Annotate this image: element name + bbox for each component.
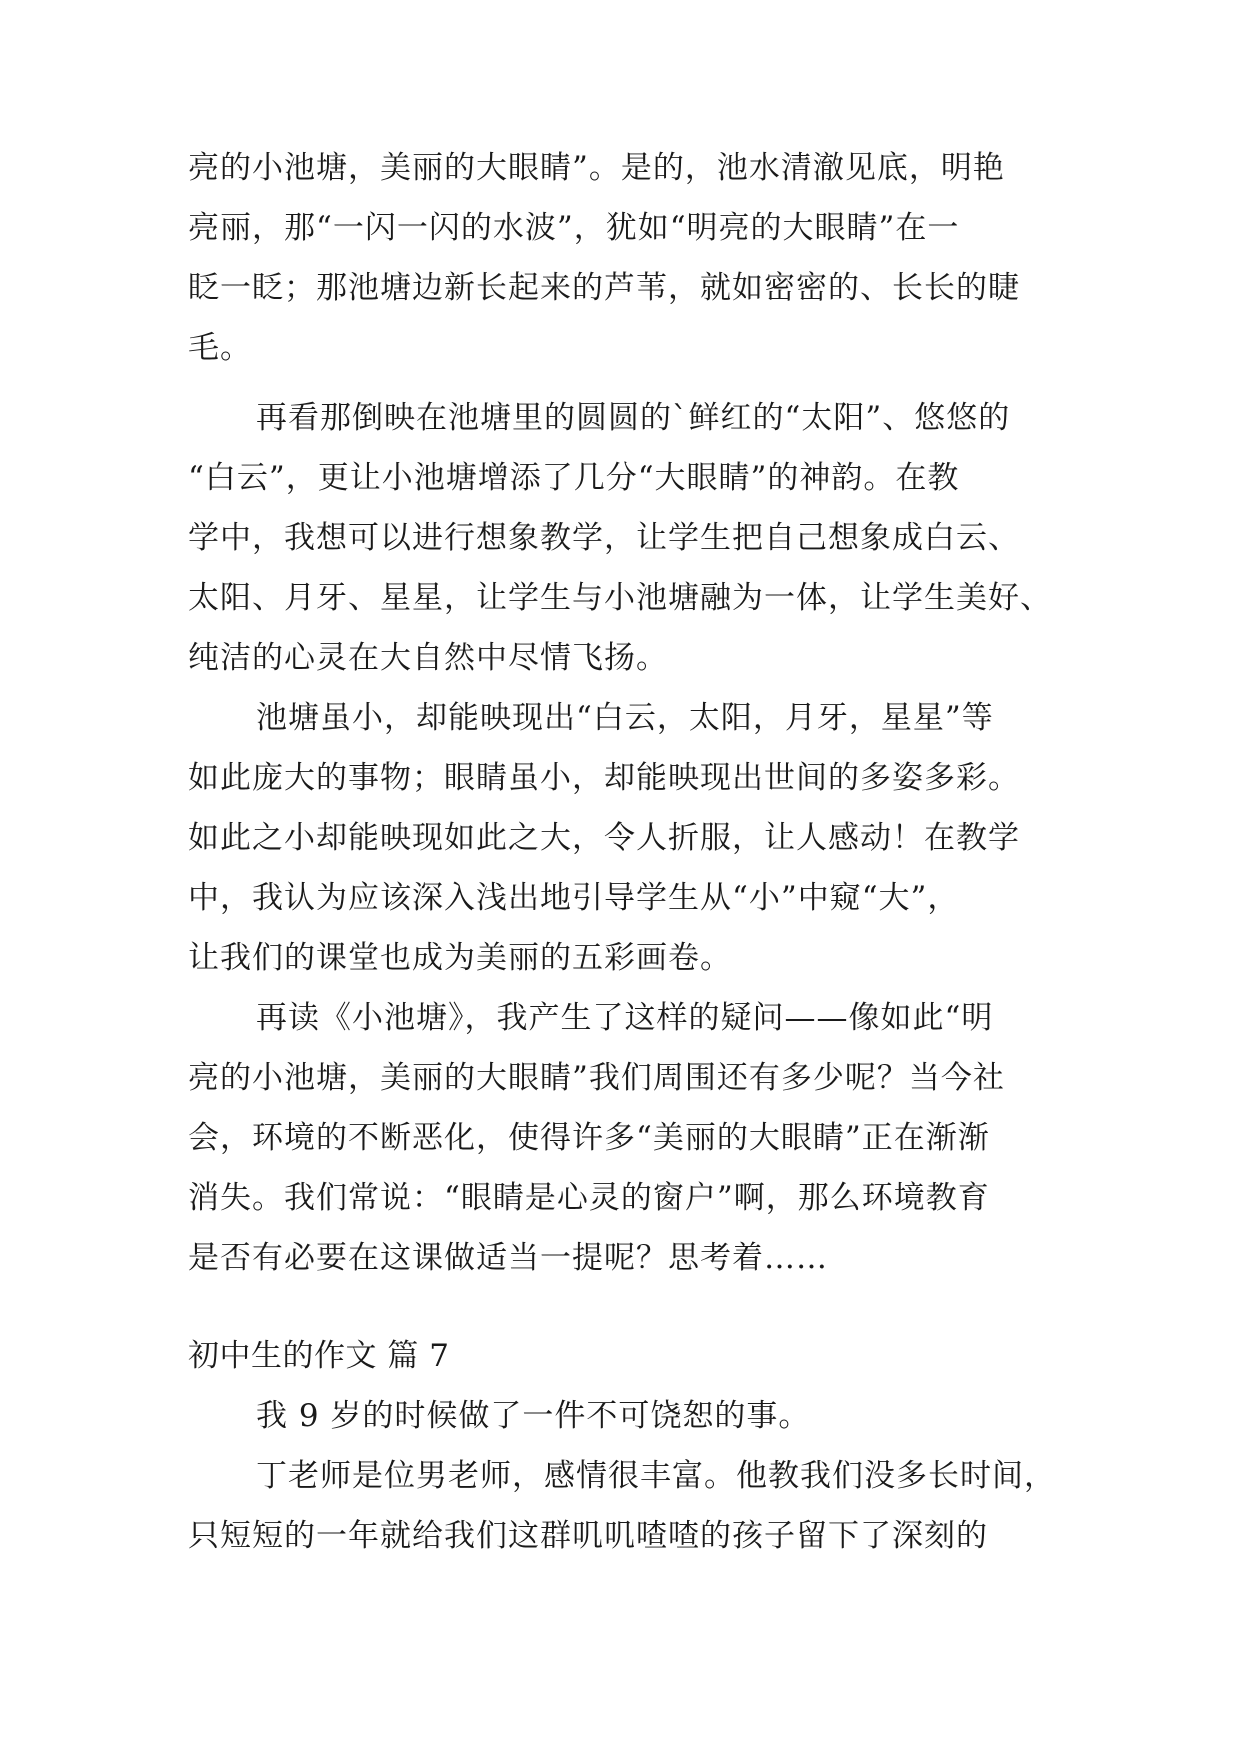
paragraph-line: 学中，我想可以进行想象教学，让学生把自己想象成白云、 bbox=[188, 520, 1020, 556]
paragraph-line: 纯洁的心灵在大自然中尽情飞扬。 bbox=[188, 640, 668, 676]
paragraph-line: 再读《小池塘》，我产生了这样的疑问——像如此“明 bbox=[256, 1000, 994, 1036]
paragraph-line: 如此之小却能映现如此之大，令人折服，让人感动！在教学 bbox=[188, 820, 1020, 856]
paragraph-line: 毛。 bbox=[188, 330, 252, 366]
paragraph-line: 太阳、月牙、星星，让学生与小池塘融为一体，让学生美好、 bbox=[188, 580, 1052, 616]
paragraph-line: 是否有必要在这课做适当一提呢？思考着…… bbox=[188, 1240, 828, 1276]
paragraph-line: 再看那倒映在池塘里的圆圆的`鲜红的“太阳”、悠悠的 bbox=[256, 400, 1011, 436]
paragraph-line: 我 9 岁的时候做了一件不可饶恕的事。 bbox=[256, 1398, 811, 1434]
paragraph-line: “白云”，更让小池塘增添了几分“大眼睛”的神韵。在教 bbox=[188, 460, 960, 496]
paragraph-line: 丁老师是位男老师，感情很丰富。他教我们没多长时间， bbox=[256, 1458, 1056, 1494]
paragraph-line: 亮的小池塘，美丽的大眼睛”我们周围还有多少呢？当今社 bbox=[188, 1060, 1005, 1096]
paragraph-line: 消失。我们常说：“眼睛是心灵的窗户”啊，那么环境教育 bbox=[188, 1180, 990, 1216]
paragraph-line: 亮的小池塘，美丽的大眼睛”。是的，池水清澈见底，明艳 bbox=[188, 150, 1005, 186]
paragraph-line: 如此庞大的事物；眼睛虽小，却能映现出世间的多姿多彩。 bbox=[188, 760, 1020, 796]
section-heading: 初中生的作文 篇 7 bbox=[188, 1338, 450, 1374]
paragraph-line: 只短短的一年就给我们这群叽叽喳喳的孩子留下了深刻的 bbox=[188, 1518, 988, 1554]
paragraph-line: 眨一眨；那池塘边新长起来的芦苇，就如密密的、长长的睫 bbox=[188, 270, 1020, 306]
paragraph-line: 亮丽，那“一闪一闪的水波”，犹如“明亮的大眼睛”在一 bbox=[188, 210, 960, 246]
paragraph-line: 会，环境的不断恶化，使得许多“美丽的大眼睛”正在渐渐 bbox=[188, 1120, 990, 1156]
paragraph-line: 中，我认为应该深入浅出地引导学生从“小”中窥“大”， bbox=[188, 880, 960, 916]
paragraph-line: 池塘虽小，却能映现出“白云，太阳，月牙，星星”等 bbox=[256, 700, 994, 736]
paragraph-line: 让我们的课堂也成为美丽的五彩画卷。 bbox=[188, 940, 732, 976]
